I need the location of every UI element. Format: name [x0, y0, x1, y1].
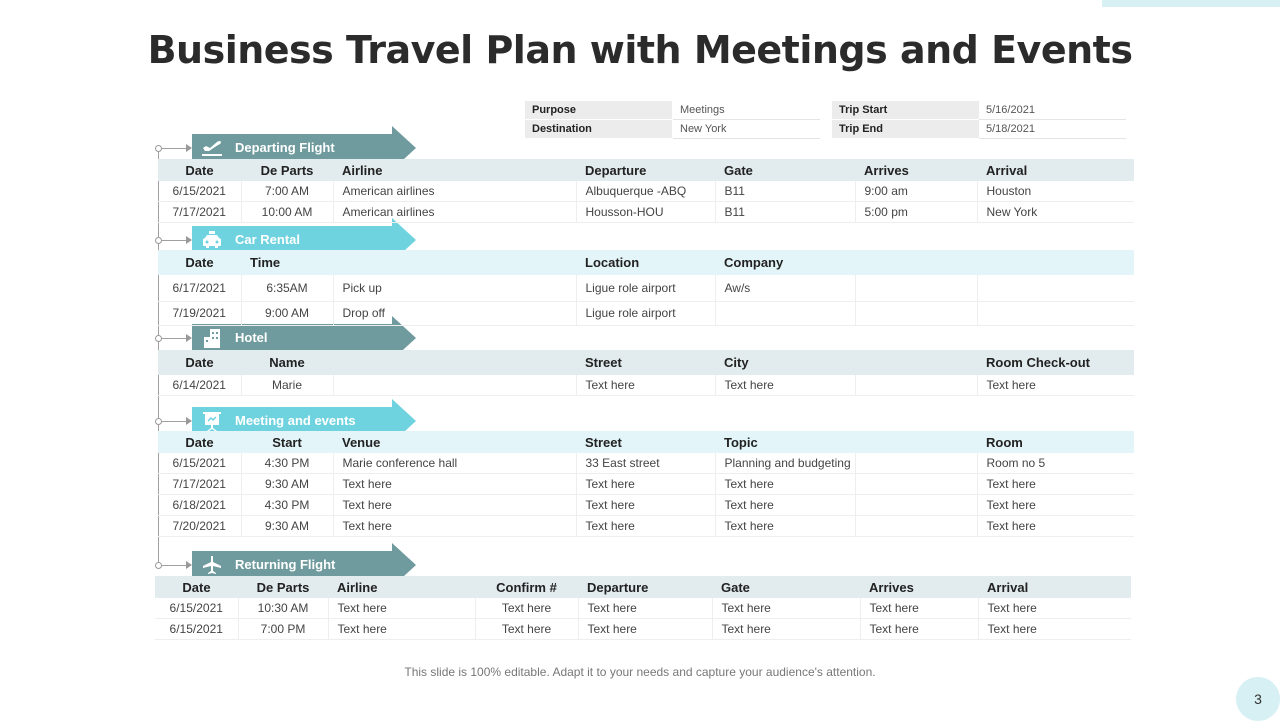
cell: Text here	[977, 516, 1134, 537]
cell: 5:00 pm	[855, 202, 977, 223]
column-header: Start	[241, 431, 333, 453]
trip-end-value: 5/18/2021	[979, 120, 1126, 139]
cell: Text here	[475, 598, 578, 619]
cell: Text here	[576, 375, 715, 396]
trip-start-value: 5/16/2021	[979, 101, 1126, 120]
car-icon	[200, 229, 224, 251]
cell: Text here	[578, 598, 712, 619]
cell: Pick up	[333, 275, 576, 301]
column-header: Airline	[328, 576, 475, 598]
cell: 6/17/2021	[158, 275, 241, 301]
column-header: Company	[715, 250, 855, 275]
cell: Text here	[475, 619, 578, 640]
column-header	[333, 350, 576, 375]
cell: 6/15/2021	[155, 619, 238, 640]
cell: Planning and budgeting	[715, 453, 855, 474]
meeting-events-table	[158, 431, 1134, 537]
cell	[855, 453, 977, 474]
cell: 9:00 AM	[241, 301, 333, 325]
cell	[977, 275, 1134, 301]
column-header: Arrives	[860, 576, 978, 598]
cell: 4:30 PM	[241, 453, 333, 474]
cell: Text here	[576, 474, 715, 495]
column-header	[855, 250, 977, 275]
cell: 6/14/2021	[158, 375, 241, 396]
column-header	[333, 250, 576, 275]
column-header: Topic	[715, 431, 855, 453]
cell: Text here	[576, 516, 715, 537]
returning-flight-table	[155, 576, 1131, 640]
cell: 7:00 PM	[238, 619, 328, 640]
cell	[855, 301, 977, 325]
cell: Drop off	[333, 301, 576, 325]
table-row	[155, 619, 1131, 640]
timeline-connector	[158, 421, 190, 422]
cell: 7:00 AM	[241, 181, 333, 202]
cell: 6/15/2021	[158, 181, 241, 202]
page-number: 3	[1236, 677, 1280, 721]
cell: 10:00 AM	[241, 202, 333, 223]
hotel-icon	[200, 327, 224, 349]
cell	[715, 301, 855, 325]
footer-note: This slide is 100% editable. Adapt it to your needs and capture your audience's attention.	[404, 665, 876, 679]
cell	[855, 516, 977, 537]
plane-departure-icon	[200, 137, 224, 159]
cell: Text here	[715, 375, 855, 396]
banner-label: Departing Flight	[235, 140, 335, 155]
column-header: Arrival	[978, 576, 1131, 598]
table-row	[158, 202, 1134, 223]
cell: Text here	[977, 474, 1134, 495]
column-header: Arrival	[977, 159, 1134, 181]
cell: Text here	[715, 495, 855, 516]
column-header: Street	[576, 431, 715, 453]
cell: Housson-HOU	[576, 202, 715, 223]
cell: Text here	[333, 474, 576, 495]
cell: Text here	[328, 598, 475, 619]
cell: 6/18/2021	[158, 495, 241, 516]
timeline-connector	[158, 338, 190, 339]
cell: Text here	[715, 474, 855, 495]
column-header: Date	[158, 350, 241, 375]
table-header-row	[158, 250, 1134, 275]
page-title: Business Travel Plan with Meetings and Events	[147, 28, 1133, 72]
cell: American airlines	[333, 202, 576, 223]
column-header: Date	[158, 431, 241, 453]
table-row	[158, 301, 1134, 325]
table-row	[158, 375, 1134, 396]
cell: American airlines	[333, 181, 576, 202]
column-header: Venue	[333, 431, 576, 453]
cell: 7/20/2021	[158, 516, 241, 537]
column-header: De Parts	[241, 159, 333, 181]
column-header: Gate	[715, 159, 855, 181]
cell: Text here	[715, 516, 855, 537]
column-header: Location	[576, 250, 715, 275]
banner-label: Hotel	[235, 330, 268, 345]
cell: Text here	[712, 619, 860, 640]
table-row	[158, 453, 1134, 474]
table-header-row	[158, 159, 1134, 181]
cell: Text here	[712, 598, 860, 619]
timeline-connector	[158, 240, 190, 241]
cell	[855, 275, 977, 301]
cell: 9:00 am	[855, 181, 977, 202]
cell: 7/17/2021	[158, 474, 241, 495]
column-header	[977, 250, 1134, 275]
column-header: De Parts	[238, 576, 328, 598]
cell: 9:30 AM	[241, 516, 333, 537]
column-header: City	[715, 350, 855, 375]
column-header: Arrives	[855, 159, 977, 181]
cell: Marie conference hall	[333, 453, 576, 474]
column-header	[855, 431, 977, 453]
column-header: Date	[158, 250, 241, 275]
table-row	[158, 516, 1134, 537]
cell: Text here	[977, 495, 1134, 516]
cell: Houston	[977, 181, 1134, 202]
cell: Albuquerque -ABQ	[576, 181, 715, 202]
top-accent-bar	[1102, 0, 1280, 7]
cell	[977, 301, 1134, 325]
column-header: Airline	[333, 159, 576, 181]
cell	[855, 474, 977, 495]
destination-label: Destination	[525, 120, 672, 138]
departing-flight-table	[158, 159, 1134, 223]
cell	[855, 495, 977, 516]
cell	[333, 375, 576, 396]
banner-label: Car Rental	[235, 232, 301, 247]
cell: Marie	[241, 375, 333, 396]
column-header: Name	[241, 350, 333, 375]
cell: 10:30 AM	[238, 598, 328, 619]
presentation-board-icon	[200, 410, 224, 432]
cell: Aw/s	[715, 275, 855, 301]
cell: Text here	[977, 375, 1134, 396]
cell: 33 East street	[576, 453, 715, 474]
column-header	[855, 350, 977, 375]
cell: Text here	[578, 619, 712, 640]
purpose-label: Purpose	[525, 101, 672, 119]
cell	[855, 375, 977, 396]
cell: 6:35AM	[241, 275, 333, 301]
cell: Text here	[860, 619, 978, 640]
purpose-value: Meetings	[673, 101, 820, 120]
cell: Text here	[333, 516, 576, 537]
column-header: Departure	[578, 576, 712, 598]
column-header: Date	[158, 159, 241, 181]
column-header: Confirm #	[475, 576, 578, 598]
cell: New York	[977, 202, 1134, 223]
cell: 9:30 AM	[241, 474, 333, 495]
timeline-connector	[158, 148, 190, 149]
hotel-table	[158, 350, 1134, 396]
destination-value: New York	[673, 120, 820, 139]
cell: Text here	[978, 619, 1131, 640]
table-row	[158, 474, 1134, 495]
cell: 7/17/2021	[158, 202, 241, 223]
cell: Text here	[328, 619, 475, 640]
cell: 7/19/2021	[158, 301, 241, 325]
cell: B11	[715, 202, 855, 223]
table-row	[158, 275, 1134, 301]
cell: Room no 5	[977, 453, 1134, 474]
cell: 6/15/2021	[155, 598, 238, 619]
column-header: Departure	[576, 159, 715, 181]
cell: B11	[715, 181, 855, 202]
column-header: Time	[241, 250, 333, 275]
column-header: Room	[977, 431, 1134, 453]
trip-end-label: Trip End	[832, 120, 979, 138]
banner-label: Meeting and events	[235, 413, 356, 428]
timeline-connector	[158, 565, 190, 566]
cell: Ligue role airport	[576, 301, 715, 325]
cell: Text here	[333, 495, 576, 516]
table-header-row	[158, 350, 1134, 375]
trip-start-label: Trip Start	[832, 101, 979, 119]
cell: Text here	[860, 598, 978, 619]
cell: 6/15/2021	[158, 453, 241, 474]
plane-icon	[200, 554, 224, 576]
column-header: Date	[155, 576, 238, 598]
table-row	[158, 495, 1134, 516]
cell: Text here	[576, 495, 715, 516]
banner-label: Returning Flight	[235, 557, 336, 572]
car-rental-table	[158, 250, 1134, 326]
table-header-row	[155, 576, 1131, 598]
table-row	[155, 598, 1131, 619]
table-row	[158, 181, 1134, 202]
cell: Ligue role airport	[576, 275, 715, 301]
column-header: Room Check-out	[977, 350, 1134, 375]
column-header: Gate	[712, 576, 860, 598]
table-header-row	[158, 431, 1134, 453]
cell: 4:30 PM	[241, 495, 333, 516]
column-header: Street	[576, 350, 715, 375]
cell: Text here	[978, 598, 1131, 619]
